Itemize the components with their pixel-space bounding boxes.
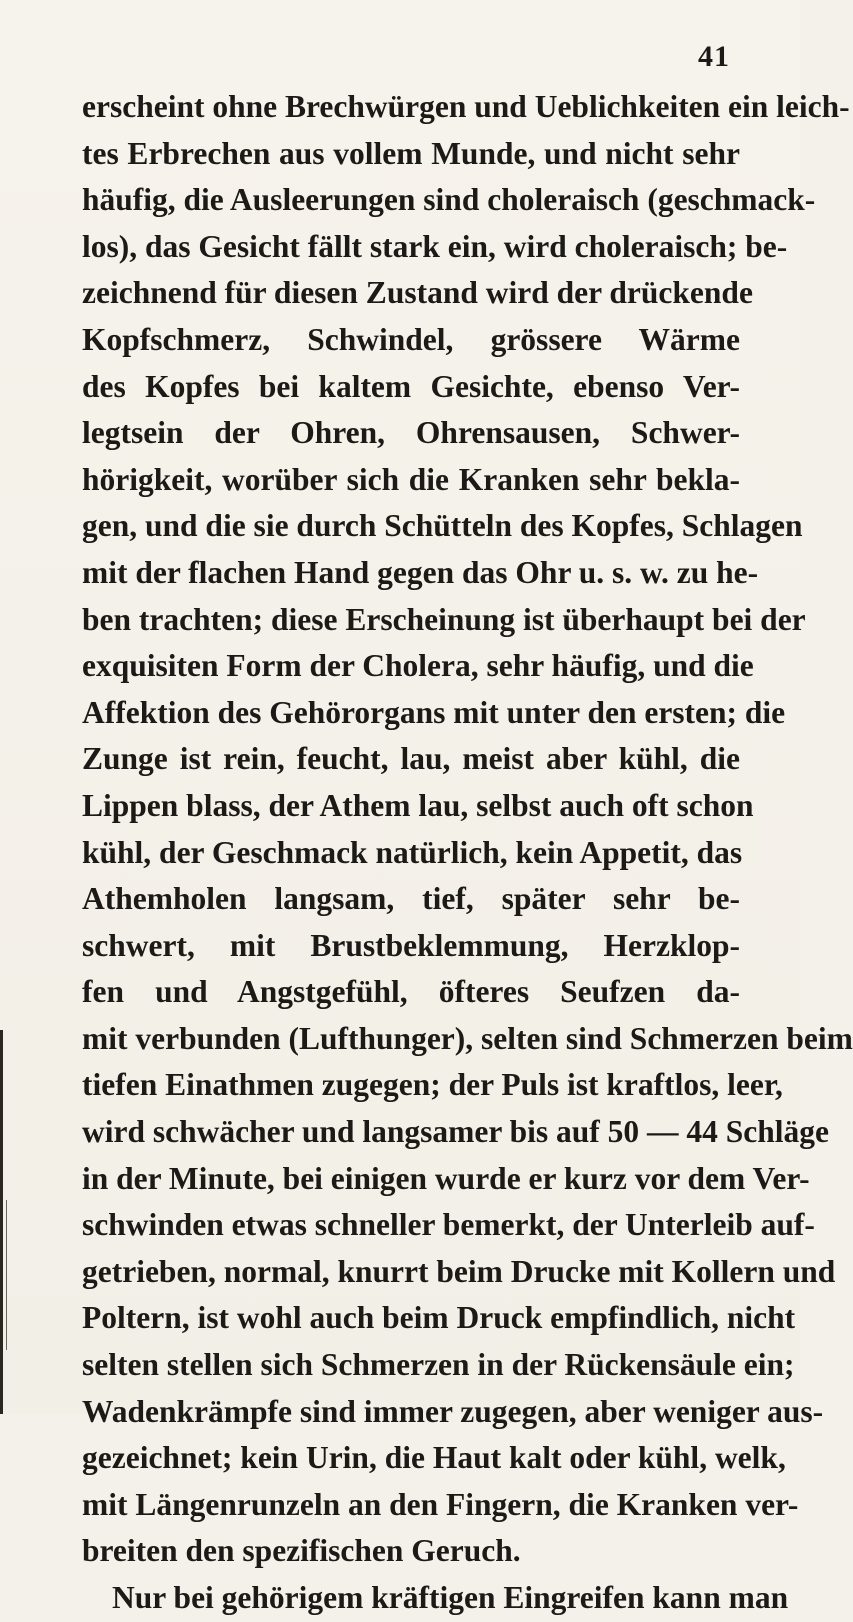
text-line: mit Längenrunzeln an den Fingern, die Kranken ver- (82, 1486, 799, 1522)
text-line: mit der flachen Hand gegen das Ohr u. s. w. zu he- (82, 554, 759, 590)
text-line: fen und Angstgefühl, öfteres Seufzen da- (82, 974, 740, 1010)
page-edge-shadow (0, 1030, 3, 1414)
text-line: Athemholen langsam, tief, später sehr be- (82, 881, 740, 917)
text-line: tiefen Einathmen zugegen; der Puls ist kraftlos, leer, (82, 1067, 783, 1103)
text-line: Poltern, ist wohl auch beim Druck empfindlich, nicht (82, 1300, 796, 1336)
text-line: mit verbunden (Lufthunger), selten sind Schmerzen beim (82, 1020, 853, 1056)
page-number: 41 (698, 40, 730, 73)
text-line: gen, und die sie durch Schütteln des Kopfes, Schlagen (82, 508, 803, 544)
text-line: in der Minute, bei einigen wurde er kurz vor dem Ver- (82, 1160, 810, 1196)
text-line: hörigkeit, worüber sich die Kranken sehr bekla- (82, 461, 740, 497)
text-line: kühl, der Geschmack natürlich, kein Appetit, das (82, 834, 743, 870)
text-line: Wadenkrämpfe sind immer zugegen, aber weniger aus- (82, 1393, 824, 1429)
text-line: wird schwächer und langsamer bis auf 50 — 44 Schläge (82, 1114, 830, 1150)
text-line: legtsein der Ohren, Ohrensausen, Schwer- (82, 415, 740, 451)
text-line: selten stellen sich Schmerzen in der Rückensäule ein; (82, 1347, 795, 1383)
text-line: erscheint ohne Brechwürgen und Ueblichkeiten ein leich- (82, 89, 850, 124)
text-line: los), das Gesicht fällt stark ein, wird choleraisch; be- (82, 228, 788, 264)
text-line: tes Erbrechen aus vollem Munde, und nicht sehr (82, 135, 740, 171)
text-line: exquisiten Form der Cholera, sehr häufig, und die (82, 648, 754, 684)
body-text (82, 84, 853, 1622)
text-line: Nur bei gehörigem kräftigen Eingreifen kann man (112, 1580, 789, 1615)
text-line: ben trachten; diese Erscheinung ist überhaupt bei der (82, 601, 806, 637)
text-line: gezeichnet; kein Urin, die Haut kalt oder kühl, welk, (82, 1440, 786, 1476)
page-edge-line (6, 1200, 7, 1350)
text-line: Zunge ist rein, feucht, lau, meist aber kühl, die (82, 741, 740, 777)
text-line: Affektion des Gehörorgans mit unter den ersten; die (82, 694, 786, 730)
text-line: Lippen blass, der Athem lau, selbst auch oft schon (82, 787, 754, 823)
text-line: häufig, die Ausleerungen sind choleraisch (geschmack- (82, 182, 816, 218)
text-line: schwert, mit Brustbeklemmung, Herzklop- (82, 927, 740, 963)
text-line: schwinden etwas schneller bemerkt, der Unterleib auf- (82, 1207, 815, 1243)
text-line: des Kopfes bei kaltem Gesichte, ebenso Ver- (82, 368, 740, 404)
text-line: Kopfschmerz, Schwindel, grössere Wärme (82, 321, 740, 357)
text-line: zeichnend für diesen Zustand wird der drückende (82, 275, 753, 311)
text-line: breiten den spezifischen Geruch. (82, 1533, 521, 1569)
text-line: getrieben, normal, knurrt beim Drucke mit Kollern und (82, 1253, 836, 1289)
